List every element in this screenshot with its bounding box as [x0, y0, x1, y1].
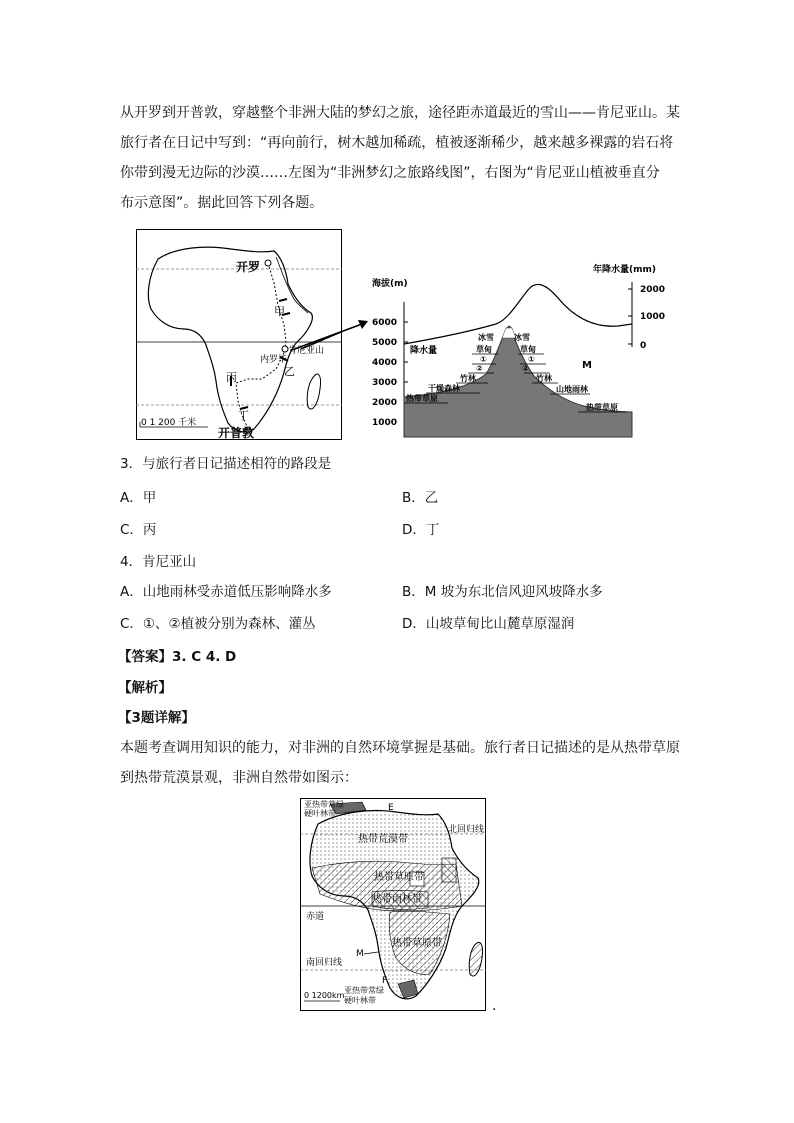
y-left-title: 海拔(m)	[372, 279, 408, 289]
label-kenya-mt: 肯尼亚山	[288, 346, 325, 356]
zone-label-e: E	[388, 803, 394, 813]
left-tick-1000: 1000	[372, 418, 398, 428]
left-belt-1: ①	[480, 355, 487, 364]
q4-stem: 4．肯尼亚山	[120, 554, 197, 570]
label-yi: 乙	[284, 365, 295, 378]
precip-label: 降水量	[410, 346, 438, 356]
zone-savanna-south-label: 热带草原带	[392, 938, 442, 949]
detail3-heading: 【3题详解】	[118, 710, 195, 726]
intro-line-3: 你带到漫无边际的沙漠……左图为“非洲梦幻之旅路线图”，右图为“肯尼亚山植被垂直分	[120, 165, 660, 181]
label-nairobi: 内罗毕	[260, 355, 288, 365]
intro-line-1: 从开罗到开普敦，穿越整个非洲大陆的梦幻之旅，途径距赤道最近的雪山——肯尼亚山。某	[120, 105, 680, 121]
m-label: M	[582, 360, 592, 371]
q3-stem: 3．与旅行者日记描述相符的路段是	[120, 456, 332, 472]
right-belt-montane-rainforest: 山地雨林	[556, 385, 588, 394]
q4-option-d[interactable]: D．山坡草甸比山麓草原湿润	[402, 616, 575, 632]
label-jia: 甲	[274, 305, 285, 318]
left-belt-dry-forest: 干燥森林	[428, 384, 460, 393]
left-belt-savanna: 热带草原	[406, 394, 438, 403]
answer-line: 【答案】3. C 4. D	[118, 649, 237, 665]
africa-zones-map	[300, 798, 486, 1011]
q3-option-d[interactable]: D．丁	[402, 522, 440, 538]
q3-option-c[interactable]: C．丙	[120, 522, 157, 538]
intro-line-2: 旅行者在日记中写到：“再向前行，树木越加稀疏，植被逐渐稀少，越来越多裸露的岩石将	[120, 135, 674, 151]
q3-option-a[interactable]: A．甲	[120, 490, 157, 506]
label-capetown: 开普敦	[218, 426, 255, 440]
q4-option-c[interactable]: C．①、②植被分别为森林、灌丛	[120, 616, 316, 632]
zone-subtrop-top: 亚热带常绿	[304, 800, 344, 809]
route-scale: 0 1 200 千米	[141, 418, 197, 428]
label-cairo: 开罗	[236, 260, 261, 274]
left-belt-meadow: 草甸	[476, 345, 492, 354]
analysis-heading: 【解析】	[118, 680, 172, 696]
right-tick-0: 0	[640, 341, 647, 351]
equator-label: 赤道	[306, 912, 325, 922]
mountain-body	[404, 326, 632, 437]
zone-label-f: F	[382, 976, 388, 986]
end-mark: .	[492, 998, 497, 1014]
explanation-line-1: 本题考查调用知识的能力，对非洲的自然环境掌握是基础。旅行者日记描述的是从热带草原	[120, 740, 680, 756]
right-belt-bamboo: 竹林	[536, 374, 552, 383]
zone-subtrop-bottom-2: 硬叶林带	[344, 996, 376, 1005]
label-bing: 丙	[226, 371, 237, 384]
right-belt-snow: 冰雪	[514, 333, 530, 342]
right-tick-1000: 1000	[640, 312, 666, 322]
right-belt-savanna: 热带草原	[586, 403, 618, 412]
left-belt-2: ②	[476, 364, 483, 373]
q4-option-b[interactable]: B．M 坡为东北信风迎风坡降水多	[402, 584, 603, 600]
left-tick-3000: 3000	[372, 378, 398, 388]
connector-arrow	[290, 318, 372, 358]
left-tick-2000: 2000	[372, 398, 398, 408]
right-belt-1: ①	[528, 355, 535, 364]
intro-line-4: 布示意图”。据此回答下列各题。	[120, 195, 324, 211]
left-tick-4000: 4000	[372, 358, 398, 368]
left-belt-snow: 冰雪	[478, 333, 494, 342]
explanation-line-2: 到热带荒漠景观，非洲自然带如图示：	[120, 770, 358, 786]
kenya-mountain-profile	[368, 262, 668, 440]
zone-subtrop-top-2: 硬叶林带	[304, 809, 336, 818]
q3-option-b[interactable]: B．乙	[402, 490, 439, 506]
zone-savanna-north-label: 热带草原带	[374, 872, 424, 883]
zone-subtrop-bottom: 亚热带常绿	[344, 986, 384, 995]
left-belt-bamboo: 竹林	[460, 374, 476, 383]
right-belt-2: ②	[522, 364, 529, 373]
q4-option-a[interactable]: A．山地雨林受赤道低压影响降水多	[120, 584, 332, 600]
zone-scale: 0 1200km	[304, 991, 345, 1000]
zone-desert-label: 热带荒漠带	[358, 834, 408, 845]
right-belt-meadow: 草甸	[520, 345, 536, 354]
y-right-title: 年降水量(mm)	[593, 265, 656, 275]
zone-rainforest-label: 热带雨林带	[372, 894, 422, 905]
left-tick-6000: 6000	[372, 318, 398, 328]
label-ding: 丁	[238, 409, 249, 422]
left-tick-5000: 5000	[372, 338, 398, 348]
zone-label-m: M	[356, 949, 364, 959]
tropic-south-label: 南回归线	[306, 958, 343, 968]
right-tick-2000: 2000	[640, 285, 666, 295]
tropic-north-label: 北回归线	[448, 825, 485, 835]
